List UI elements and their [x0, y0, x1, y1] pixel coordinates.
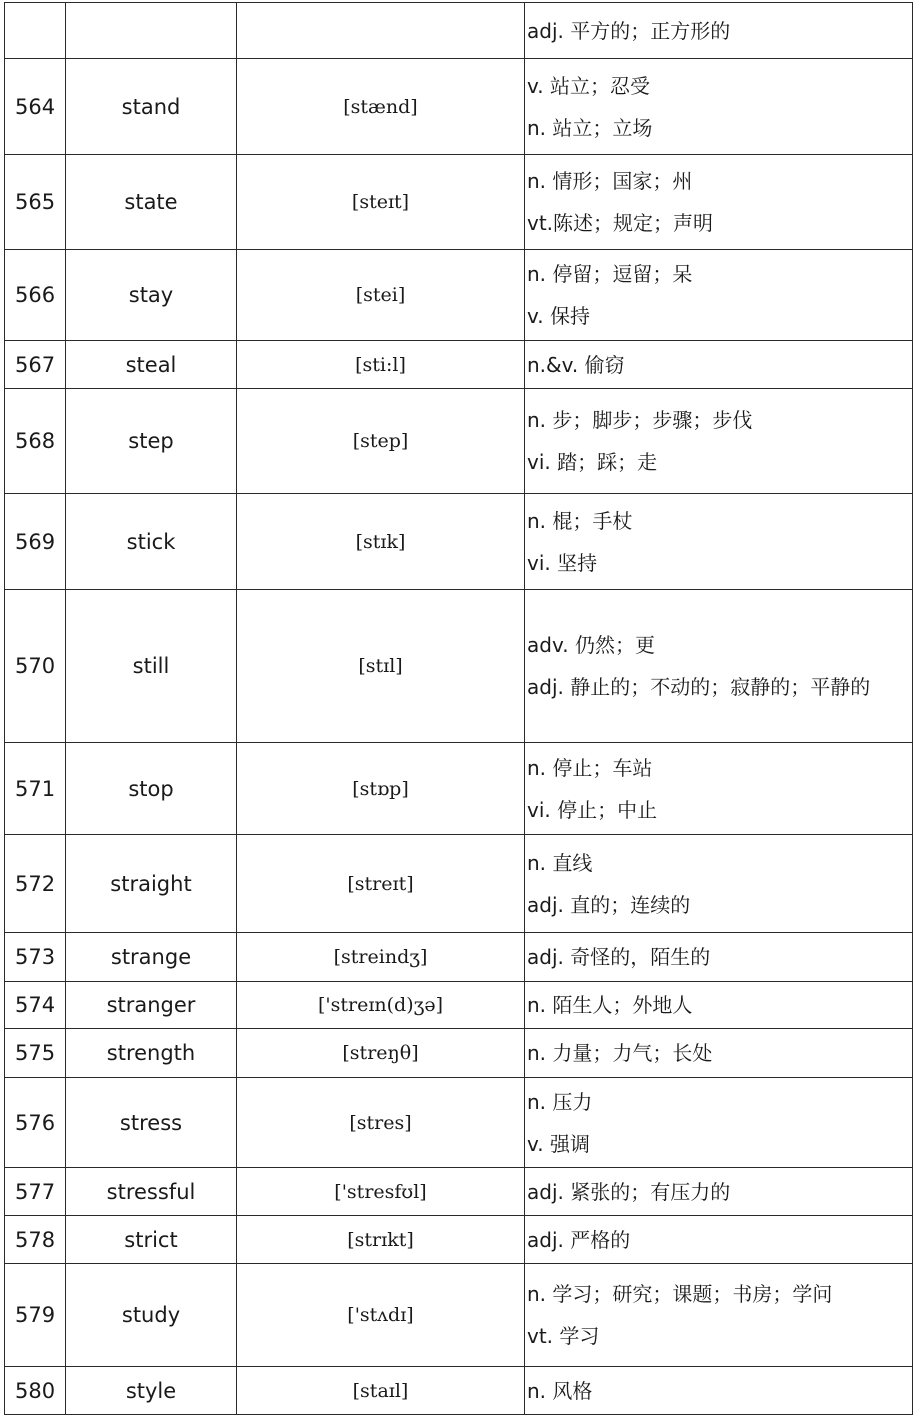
entry-word: still — [66, 590, 237, 743]
meaning-line: vt. 学习 — [527, 1324, 600, 1348]
entry-word: stick — [66, 494, 237, 590]
entry-meaning — [525, 1367, 913, 1415]
entry-meaning — [525, 590, 913, 743]
meaning-line: adj. 直的；连续的 — [527, 892, 691, 917]
entry-meaning — [525, 933, 913, 982]
table-row — [5, 1264, 913, 1367]
entry-phonetic: [stres] — [237, 1078, 525, 1168]
entry-word: straight — [66, 835, 237, 933]
entry-phonetic: [stænd] — [237, 59, 525, 155]
entry-word: stop — [66, 743, 237, 835]
entry-number: 572 — [5, 835, 66, 933]
entry-phonetic: [strɪkt] — [237, 1216, 525, 1264]
entry-phonetic: [steɪt] — [237, 155, 525, 250]
meaning-line: n. 风格 — [527, 1378, 593, 1403]
meaning-line: adj. 平方的；正方形的 — [527, 18, 731, 43]
entry-meaning — [525, 59, 913, 155]
meaning-line: n. 站立；立场 — [527, 115, 653, 140]
meaning-line: n. 棍；手杖 — [527, 508, 633, 533]
entry-number: 567 — [5, 341, 66, 389]
entry-word: stressful — [66, 1168, 237, 1216]
meaning-line: n. 力量；力气；长处 — [527, 1041, 713, 1065]
table-row — [5, 155, 913, 250]
table-row — [5, 494, 913, 590]
entry-phonetic: ['stʌdɪ] — [237, 1264, 525, 1367]
table-row — [5, 835, 913, 933]
table-row — [5, 3, 913, 59]
meaning-line: v. 强调 — [527, 1131, 590, 1156]
table-row — [5, 933, 913, 982]
meaning-line: vt.陈述；规定；声明 — [527, 211, 714, 235]
entry-word: stand — [66, 59, 237, 155]
entry-number: 575 — [5, 1029, 66, 1078]
meaning-line: adj. 静止的；不动的；寂静的；平静的 — [527, 675, 871, 699]
meaning-line: v. 保持 — [527, 304, 590, 328]
table-row — [5, 1168, 913, 1216]
entry-number: 576 — [5, 1078, 66, 1168]
entry-number: 574 — [5, 982, 66, 1029]
table-row — [5, 389, 913, 494]
entry-meaning — [525, 1264, 913, 1367]
entry-meaning — [525, 835, 913, 933]
entry-meaning — [525, 1168, 913, 1216]
vocabulary-table — [4, 2, 913, 1415]
entry-phonetic: [streindʒ] — [237, 933, 525, 982]
entry-meaning — [525, 1216, 913, 1264]
entry-word: stress — [66, 1078, 237, 1168]
table-row — [5, 1078, 913, 1168]
entry-number: 568 — [5, 389, 66, 494]
entry-meaning — [525, 743, 913, 835]
entry-phonetic: [stɒp] — [237, 743, 525, 835]
entry-phonetic — [237, 3, 525, 59]
meaning-line: adv. 仍然；更 — [527, 633, 655, 657]
entry-phonetic: [stɪk] — [237, 494, 525, 590]
entry-number — [5, 3, 66, 59]
table-row — [5, 590, 913, 743]
entry-phonetic: [stɪl] — [237, 590, 525, 743]
entry-word: style — [66, 1367, 237, 1415]
entry-meaning — [525, 389, 913, 494]
entry-meaning — [525, 155, 913, 250]
entry-word: strength — [66, 1029, 237, 1078]
entry-phonetic: [sti:l] — [237, 341, 525, 389]
entry-word — [66, 3, 237, 59]
entry-meaning — [525, 494, 913, 590]
entry-number: 570 — [5, 590, 66, 743]
meaning-line: adj. 奇怪的，陌生的 — [527, 945, 711, 969]
table-row — [5, 1029, 913, 1078]
entry-phonetic: [streɪt] — [237, 835, 525, 933]
meaning-line: n. 陌生人；外地人 — [527, 993, 693, 1017]
meaning-line: vi. 停止；中止 — [527, 797, 658, 822]
meaning-line: vi. 坚持 — [527, 550, 598, 575]
table-row — [5, 1216, 913, 1264]
entry-number: 573 — [5, 933, 66, 982]
entry-meaning — [525, 3, 913, 59]
table-row — [5, 1367, 913, 1415]
meaning-line: n. 压力 — [527, 1089, 593, 1114]
entry-meaning — [525, 250, 913, 341]
entry-phonetic: ['stresfʊl] — [237, 1168, 525, 1216]
table-row — [5, 743, 913, 835]
entry-number: 577 — [5, 1168, 66, 1216]
meaning-line: n. 停止；车站 — [527, 755, 653, 780]
entry-word: state — [66, 155, 237, 250]
meaning-line: vi. 踏；踩；走 — [527, 450, 658, 474]
entry-phonetic: [stei] — [237, 250, 525, 341]
table-row — [5, 59, 913, 155]
entry-number: 578 — [5, 1216, 66, 1264]
table-row — [5, 982, 913, 1029]
entry-number: 580 — [5, 1367, 66, 1415]
entry-phonetic: [streŋθ] — [237, 1029, 525, 1078]
meaning-line: v. 站立；忍受 — [527, 73, 650, 98]
entry-word: step — [66, 389, 237, 494]
entry-word: study — [66, 1264, 237, 1367]
entry-number: 571 — [5, 743, 66, 835]
entry-number: 566 — [5, 250, 66, 341]
entry-meaning — [525, 1029, 913, 1078]
meaning-line: adj. 严格的 — [527, 1227, 631, 1252]
meaning-line: n. 学习；研究；课题；书房；学问 — [527, 1282, 833, 1306]
meaning-line: n. 步；脚步；步骤；步伐 — [527, 408, 753, 432]
entry-number: 565 — [5, 155, 66, 250]
entry-meaning — [525, 1078, 913, 1168]
entry-number: 569 — [5, 494, 66, 590]
entry-number: 579 — [5, 1264, 66, 1367]
table-row — [5, 250, 913, 341]
meaning-line: n. 情形；国家；州 — [527, 169, 693, 193]
meaning-line: n. 直线 — [527, 850, 593, 875]
entry-word: strange — [66, 933, 237, 982]
entry-number: 564 — [5, 59, 66, 155]
entry-word: stay — [66, 250, 237, 341]
table-row — [5, 341, 913, 389]
entry-meaning — [525, 341, 913, 389]
entry-meaning — [525, 982, 913, 1029]
entry-phonetic: [step] — [237, 389, 525, 494]
entry-word: strict — [66, 1216, 237, 1264]
entry-word: stranger — [66, 982, 237, 1029]
entry-word: steal — [66, 341, 237, 389]
vocabulary-table-body — [5, 3, 913, 1415]
entry-phonetic: ['streɪn(d)ʒə] — [237, 982, 525, 1029]
entry-phonetic: [staɪl] — [237, 1367, 525, 1415]
meaning-line: adj. 紧张的；有压力的 — [527, 1179, 731, 1204]
meaning-line: n. 停留；逗留；呆 — [527, 262, 693, 286]
meaning-line: n.&v. 偷窃 — [527, 352, 625, 377]
